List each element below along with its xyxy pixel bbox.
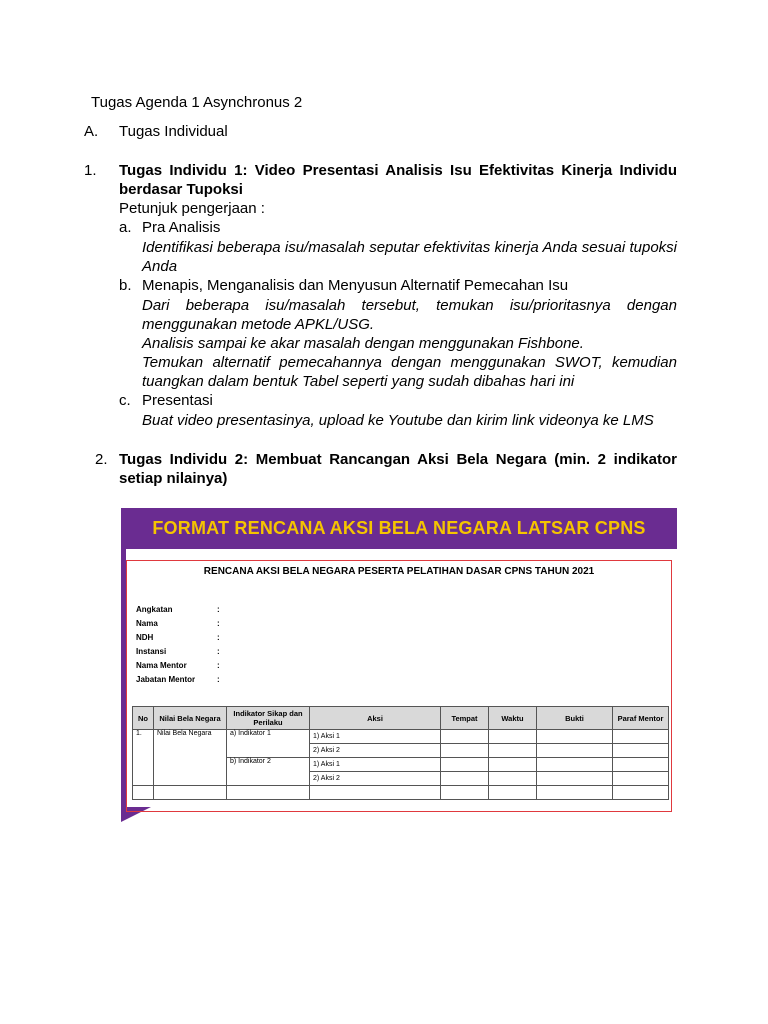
step-a-line1: Identifikasi beberapa isu/masalah seputar efektivitas kinerja Anda sesuai tupoksi [142, 239, 677, 256]
col-header: Tempat [441, 707, 489, 730]
col-header: Waktu [489, 707, 537, 730]
step-b-marker: b. [119, 277, 132, 294]
col-header: Bukti [537, 707, 613, 730]
step-c-marker: c. [119, 392, 131, 409]
field-angkatan: Angkatan [136, 605, 173, 614]
step-b-line5: tuangkan dalam bentuk Tabel seperti yang sudah dibahas hari ini [142, 373, 575, 390]
document-heading: Tugas Agenda 1 Asynchronus 2 [91, 94, 303, 111]
step-b-line1: Dari beberapa isu/masalah tersebut, temukan isu/prioritasnya dengan [142, 297, 677, 314]
step-b-line3: Analisis sampai ke akar masalah dengan menggunakan Fishbone. [142, 335, 584, 352]
row-number: 1. [133, 730, 154, 786]
col-header: Paraf Mentor [613, 707, 669, 730]
field-nama-mentor: Nama Mentor [136, 661, 187, 670]
table-row [133, 786, 669, 800]
form-frame [126, 560, 672, 812]
instructions-label: Petunjuk pengerjaan : [119, 200, 265, 217]
field-colon: : [217, 675, 220, 684]
step-a-marker: a. [119, 219, 132, 236]
col-header: Aksi [310, 707, 441, 730]
task1-marker: 1. [84, 162, 97, 179]
step-b-line4: Temukan alternatif pemecahannya dengan menggunakan SWOT, kemudian [142, 354, 677, 371]
task2-title-line1: Tugas Individu 2: Membuat Rancangan Aksi Bela Negara (min. 2 indikator [119, 451, 677, 468]
step-c-title: Presentasi [142, 392, 213, 409]
section-marker: A. [84, 123, 99, 140]
table-header-row [133, 707, 669, 730]
format-banner-title: FORMAT RENCANA AKSI BELA NEGARA LATSAR CPNS [152, 518, 646, 538]
field-colon: : [217, 619, 220, 628]
col-header: Indikator Sikap dan Perilaku [227, 707, 310, 730]
row-action: 2) Aksi 2 [310, 744, 441, 758]
step-c-line1: Buat video presentasinya, upload ke Youtube dan kirim link videonya ke LMS [142, 412, 654, 429]
row-value: Nilai Bela Negara [154, 730, 227, 786]
field-jabatan-mentor: Jabatan Mentor [136, 675, 196, 684]
field-colon: : [217, 647, 220, 656]
row-indicator: b) Indikator 2 [227, 758, 310, 786]
task1-title-line1: Tugas Individu 1: Video Presentasi Analisis Isu Efektivitas Kinerja Individu [119, 162, 677, 179]
section-title: Tugas Individual [119, 123, 228, 140]
field-colon: : [217, 661, 220, 670]
field-colon: : [217, 605, 220, 614]
task2-marker: 2. [95, 451, 108, 468]
col-header: No [133, 707, 154, 730]
field-instansi: Instansi [136, 647, 167, 656]
task2-title-line2: setiap nilainya) [119, 470, 228, 487]
row-action: 1) Aksi 1 [310, 730, 441, 744]
step-a-line2: Anda [142, 258, 178, 275]
row-action: 2) Aksi 2 [310, 772, 441, 786]
row-action: 1) Aksi 1 [310, 758, 441, 772]
format-image [121, 508, 677, 822]
step-b-line2: menggunakan metode APKL/USG. [142, 316, 375, 333]
col-header: Nilai Bela Negara [154, 707, 227, 730]
step-a-title: Pra Analisis [142, 219, 221, 236]
task1-title-line2: berdasar Tupoksi [119, 181, 243, 198]
field-ndh: NDH [136, 633, 154, 642]
action-plan-table [132, 706, 669, 800]
form-title: RENCANA AKSI BELA NEGARA PESERTA PELATIHAN DASAR CPNS TAHUN 2021 [203, 566, 595, 577]
step-b-title: Menapis, Menganalisis dan Menyusun Alternatif Pemecahan Isu [142, 277, 569, 294]
field-colon: : [217, 633, 220, 642]
row-indicator: a) Indikator 1 [227, 730, 310, 758]
field-nama: Nama [136, 619, 158, 628]
table-row [133, 730, 669, 744]
